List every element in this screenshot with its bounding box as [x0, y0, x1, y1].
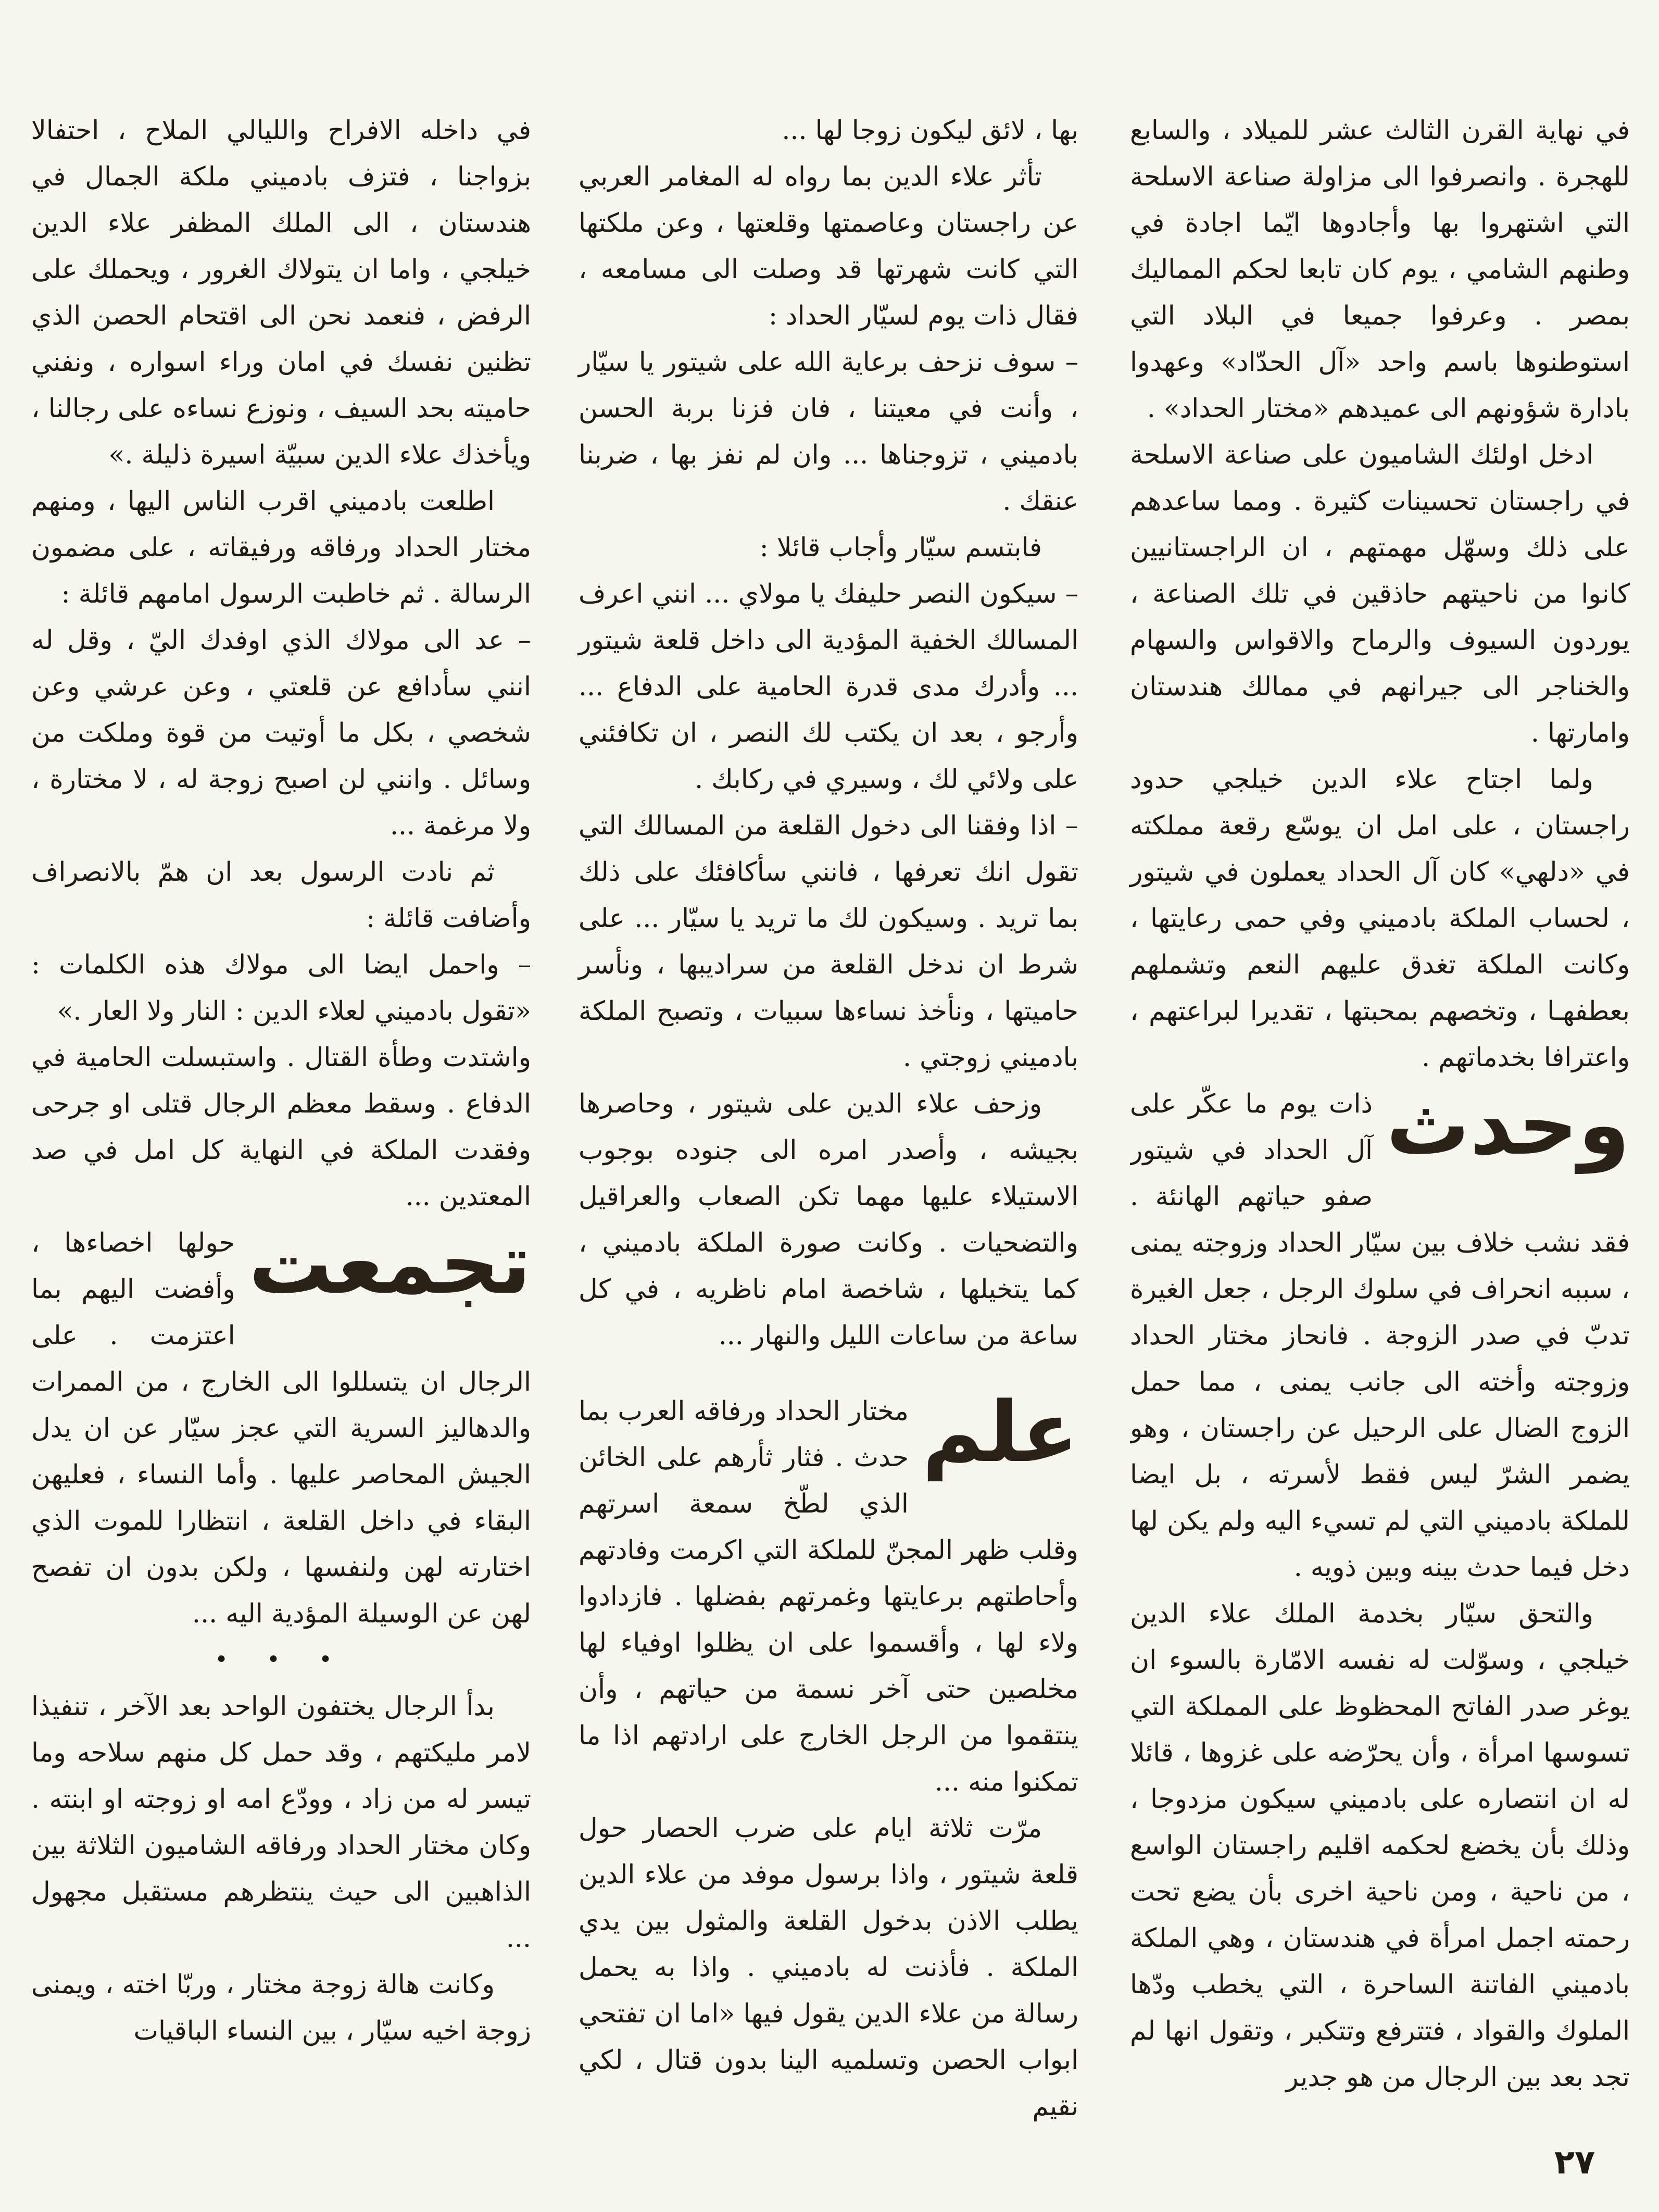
paragraph: في نهاية القرن الثالث عشر للميلاد ، والسابع للهجرة . وانصرفوا الى مزاولة صناعة الاسلحة التي اشتهروا بها وأجادوها ايّما اجادة في وطنهم الشامي ، يوم كان تابعا لحكم المماليك بمصر . وعرفوا جميعا في البلاد التي استوطنوها باسم واحد «آل الحدّاد» وعهدوا بادارة شؤونهم الى عميدهم «مختار الحداد» . [1130, 115, 1630, 423]
paragraph: في داخله الافراح والليالي الملاح ، احتفالا بزواجنا ، فتزف بادميني ملكة الجمال في هندستان ، الى الملك المظفر علاء الدين خيلجي ، واما ان يتولاك الغرور ، ويحملك على الرفض ، فنعمد نحن الى اقتحام الحصن الذي تظنين نفسك في امان وراء اسواره ، ونفني حاميته بحد السيف ، ونوزع نساءه على رجالنا ، ويأخذك علاء الدين سبيّة اسيرة ذليلة .» [31, 115, 531, 470]
text-column-left [31, 107, 531, 2054]
paragraph: ولما اجتاح علاء الدين خيلجي حدود راجستان ، على امل ان يوسّع رقعة مملكته في «دلهي» كان آل الحداد يعملون في شيتور ، لحساب الملكة بادميني وفي حمى رعايتها ، وكانت الملكة تغدق عليهم النعم وتشملهم بعطفهـا ، وتخصهم بمحبتها ، تقديرا لبراعتهم ، واعترافا بخدماتهم . [1130, 764, 1630, 1072]
paragraph: واشتدت وطأة القتال . واستبسلت الحامية في الدفاع . وسقط معظم الرجال قتلى او جرحى وفقدت الملكة في النهاية كل امل في صد المعتدين ... [31, 1042, 531, 1211]
paragraph: ثم نادت الرسول بعد ان همّ بالانصراف وأضافت قائلة : [31, 856, 531, 933]
paragraph: بدأ الرجال يختفون الواحد بعد الآخر ، تنفيذا لامر مليكتهم ، وقد حمل كل منهم سلاحه وما تيسر له من زاد ، وودّع امه او زوجته او ابنته . وكان مختار الحداد ورفاقه الشاميون الثلاثة بين الذاهبين الى حيث ينتظرهم مستقبل مجهول ... [31, 1691, 531, 1953]
paragraph: وكانت هالة زوجة مختار ، وربّا اخته ، ويمنى زوجة اخيه سيّار ، بين النساء الباقيات [31, 1969, 531, 2046]
page-number: ٢٧ [1554, 2143, 1595, 2182]
dropcap-paragraph [31, 1219, 531, 1636]
text-column-right [1130, 107, 1630, 2100]
paragraph: بها ، لائق ليكون زوجا لها ... [782, 115, 1078, 145]
paragraph: حولها اخصاءها ، وأفضت اليهم بما اعتزمت . على الرجال ان يتسللوا الى الخارج ، من الممرات والدهاليز السرية التي عجز سيّار عن ان يدل الجيش المحاصر عليها . وأما النساء ، فعليهن البقاء في داخل القلعة ، انتظارا للموت الذي اختارته لهن ولنفسها ، ولكن بدون ان تفصح لهن عن الوسيلة المؤدية اليه ... [31, 1227, 531, 1629]
paragraph: ذات يوم ما عكّر على آل الحداد في شيتور صفو حياتهم الهانئة . فقد نشب خلاف بين سيّار الحداد وزوجته يمنى ، سببه انحراف في سلوك الرجل ، جعل الغيرة تدبّ في صدر الزوجة . فانحاز مختار الحداد وزوجته وأخته الى جانب يمنى ، مما حمل الزوج الضال على الرحيل عن راجستان ، وهو يضمر الشرّ ليس فقط لأسرته ، بل ايضا للملكة بادميني التي لم تسيء اليه ولم يكن لها دخل فيما حدث بينه وبين ذويه . [1130, 1088, 1630, 1582]
paragraph: وزحف علاء الدين على شيتور ، وحاصرها بجيشه ، وأصدر امره الى جنوده بوجوب الاستيلاء عليها مهما تكن الصعاب والعراقيل والتضحيات . وكانت صورة الملكة بادميني ، كما يتخيلها ، شاخصة امام ناظريه ، في كل ساعة من ساعات الليل والنهار ... [579, 1088, 1078, 1351]
text-column-middle [579, 107, 1078, 2129]
section-gap [579, 1358, 1078, 1388]
dialogue-line: – سوف نزحف برعاية الله على شيتور يا سيّار ، وأنت في معيتنا ، فان فزنا بربة الحسن بادميني ، تزوجناها ... وان لم نفز بها ، ضربنا عنقك . [579, 346, 1078, 516]
paragraph: تأثر علاء الدين بما رواه له المغامر العربي عن راجستان وعاصمتها وقلعتها ، وعن ملكتها التي كانت شهرتها قد وصلت الى مسامعه ، فقال ذات يوم لسيّار الحداد : [579, 161, 1078, 331]
dropcap-word: تجمعت [248, 1219, 531, 1313]
paragraph: ادخل اولئك الشاميون على صناعة الاسلحة في راجستان تحسينات كثيرة . ومما ساعدهم على ذلك وسهّل مهمتهم ، ان الراجستانيين كانوا من ناحيتهم حاذقين في تلك الصناعة ، يوردون السيوف والرماح والاقواس والسهام والخناجر الى جيرانهم في ممالك هندستان وامارتها . [1130, 439, 1630, 748]
dialogue-line: – واحمل ايضا الى مولاك هذه الكلمات : «تقول بادميني لعلاء الدين : النار ولا العار .» [31, 949, 531, 1026]
dropcap-paragraph [1130, 1080, 1630, 1590]
section-separator: • • • [215, 1646, 348, 1673]
dropcap-paragraph [579, 1388, 1078, 1805]
dialogue-line: – عد الى مولاك الذي اوفدك اليّ ، وقل له انني سأدافع عن قلعتي ، وعن عرشي وعن شخصي ، بكل ما أوتيت من قوة وملكت من وسائل . وانني لن اصبح زوجة له ، لا مختارة ، ولا مرغمة ... [31, 624, 531, 841]
paragraph: مختار الحداد ورفاقه العرب بما حدث . فثار ثأرهم على الخائن الذي لطّخ سمعة اسرتهم وقلب ظهر المجنّ للملكة التي اكرمت وفادتهم وأحاطتهم برعايتها وغمرتهم بفضلها . فازدادوا ولاء لها ، وأقسموا على ان يظلوا اوفياء لها مخلصين حتى آخر نسمة من حياتهم ، وأن ينتقموا من الرجل الخارج على ارادتهم اذا ما تمكنوا منه ... [579, 1395, 1078, 1797]
paragraph: فابتسم سيّار وأجاب قائلا : [759, 532, 1042, 563]
paragraph: اطلعت بادميني اقرب الناس اليها ، ومنهم مختار الحداد ورفاقه ورفيقاته ، على مضمون الرسالة . ثم خاطبت الرسول امامهم قائلة : [31, 485, 531, 609]
dropcap-word: وحدث [1386, 1080, 1630, 1173]
dropcap-word: علم [922, 1388, 1078, 1481]
dialogue-line: – اذا وفقنا الى دخول القلعة من المسالك التي تقول انك تعرفها ، فانني سأكافئك على ذلك بما تريد . وسيكون لك ما تريد يا سيّار ... على شرط ان ندخل القلعة من سراديبها ، ونأسر حاميتها ، ونأخذ نساءها سبيات ، وتصبح الملكة بادميني زوجتي . [579, 810, 1078, 1072]
dialogue-line: – سيكون النصر حليفك يا مولاي ... انني اعرف المسالك الخفية المؤدية الى داخل قلعة شيتور ... وأدرك مدى قدرة الحامية على الدفاع ... وأرجو ، بعد ان يكتب لك النصر ، ان تكافئني على ولائي لك ، وسيري في ركابك . [579, 578, 1078, 794]
paragraph: والتحق سيّار بخدمة الملك علاء الدين خيلجي ، وسوّلت له نفسه الامّارة بالسوء ان يوغر صدر الفاتح المحظوظ على المملكة التي تسوسها امرأة ، وأن يحرّضه على غزوها ، قائلا له ان انتصاره على بادميني سيكون مزدوجا ، وذلك بأن يخضع لحكمه اقليم راجستان الواسع ، من ناحية ، ومن ناحية اخرى بأن يضع تحت رحمته اجمل امرأة في هندستان ، وهي الملكة بادميني الفاتنة الساحرة ، التي يخطب ودّها الملوك والقواد ، فتترفع وتتكبر ، وتقول انها لم تجد بعد بين الرجال من هو جدير [1130, 1598, 1630, 2092]
paragraph: مرّت ثلاثة ايام على ضرب الحصار حول قلعة شيتور ، واذا برسول موفد من علاء الدين يطلب الاذن بدخول القلعة والمثول بين يدي الملكة . فأذنت له بادميني . واذا به يحمل رسالة من علاء الدين يقول فيها «اما ان تفتحي ابواب الحصن وتسلميه الينا بدون قتال ، لكي نقيم [579, 1813, 1078, 2121]
